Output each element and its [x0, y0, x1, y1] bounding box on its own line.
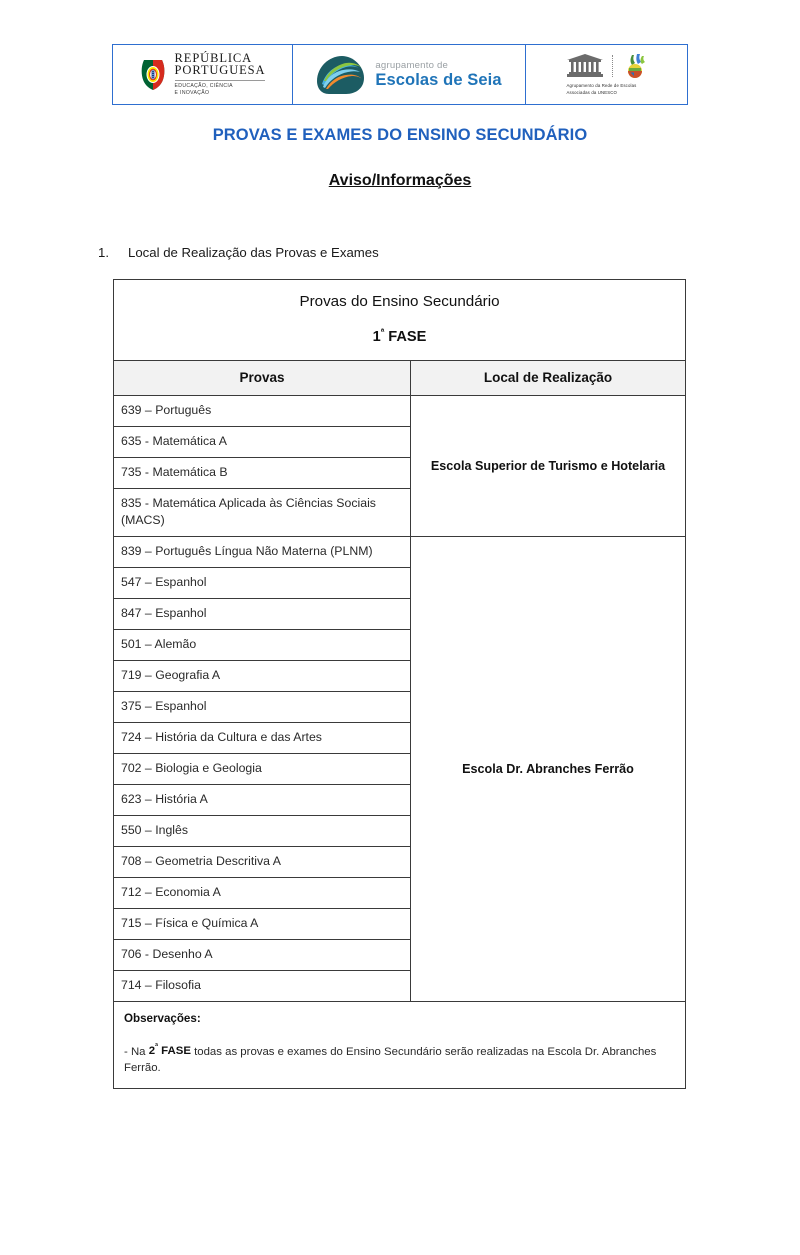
column-header-local: Local de Realização [411, 360, 686, 395]
logo-cell-unesco [526, 45, 687, 104]
republica-line1: REPÚBLICA [174, 50, 253, 65]
logo-cell-escolas-de-seia [293, 45, 526, 104]
prova-cell: 847 – Espanhol [114, 598, 411, 629]
observations-body [124, 1042, 675, 1077]
prova-cell: 623 – História A [114, 784, 411, 815]
republica-subline1: EDUCAÇÃO, CIÊNCIA [174, 83, 233, 90]
table-header-row [114, 360, 686, 395]
page-title: PROVAS E EXAMES DO ENSINO SECUNDÁRIO [212, 126, 588, 144]
table-caption-row [114, 280, 686, 361]
prova-cell: 708 – Geometria Descritiva A [114, 846, 411, 877]
observations-title: Observações: [124, 1011, 201, 1025]
seia-logo-top-text: agrupamento de [375, 59, 449, 71]
prova-cell: 501 – Alemão [114, 629, 411, 660]
seia-logo-bottom-text: Escolas de Seia [375, 70, 502, 89]
republica-divider [175, 80, 266, 81]
prova-cell: 735 - Matemática B [114, 457, 411, 488]
page-subtitle [0, 172, 800, 190]
prova-cell: 839 – Português Língua Não Materna (PLNM) [114, 536, 411, 567]
section-title: Local de Realização das Provas e Exames [128, 245, 379, 260]
prova-cell: 547 – Espanhol [114, 567, 411, 598]
table-caption-line1: Provas do Ensino Secundário [299, 293, 500, 310]
column-header-provas: Provas [114, 360, 411, 395]
unesco-divider [612, 55, 614, 77]
caption-phase-rest: FASE [384, 328, 427, 345]
obs-bold-ordinal: ª [155, 1042, 158, 1052]
republica-subline2: E INOVAÇÃO [174, 90, 210, 97]
header-logo-band [112, 44, 688, 105]
obs-bold-rest: FASE [158, 1045, 191, 1058]
page-subtitle-text: Aviso/Informações [328, 172, 472, 189]
prova-cell: 375 – Espanhol [114, 691, 411, 722]
unesco-temple-icon [565, 53, 605, 79]
escolas-de-seia-logo-icon [316, 55, 368, 95]
portugal-shield-icon [140, 58, 166, 92]
local-cell: Escola Dr. Abranches Ferrão [411, 536, 686, 1001]
table-caption-line2 [120, 327, 679, 345]
prova-cell: 706 - Desenho A [114, 939, 411, 970]
local-cell: Escola Superior de Turismo e Hotelaria [411, 395, 686, 536]
logo-cell-republica-portuguesa [113, 45, 293, 104]
unesco-caption-line1: Agrupamento da Rede de Escolas [566, 83, 637, 89]
prova-cell: 639 – Português [114, 395, 411, 426]
prova-cell: 702 – Biologia e Geologia [114, 753, 411, 784]
observations-cell [114, 1001, 686, 1089]
table-caption-cell [114, 280, 686, 361]
section-number: 1. [98, 245, 109, 260]
prova-cell: 835 - Matemática Aplicada às Ciências Sociais (MACS) [114, 488, 411, 536]
section-heading [98, 245, 698, 260]
unesco-caption-line2: Associadas da UNESCO [566, 89, 618, 95]
prova-cell: 550 – Inglês [114, 815, 411, 846]
caption-phase-ordinal: ª [380, 327, 385, 338]
caption-phase-number: 1 [372, 328, 381, 345]
table-row [114, 395, 686, 426]
obs-text-after: todas as provas e exames do Ensino Secundário serão realizadas na Escola Dr. Abranches Ferrão. [124, 1045, 657, 1074]
prova-cell: 712 – Economia A [114, 877, 411, 908]
prova-cell: 715 – Física e Química A [114, 908, 411, 939]
table-observations-row [114, 1001, 686, 1089]
obs-bold-number: 2 [148, 1045, 156, 1058]
exams-table [113, 279, 686, 1089]
republica-line2: PORTUGUESA [174, 63, 266, 78]
prova-cell: 719 – Geografia A [114, 660, 411, 691]
prova-cell: 635 - Matemática A [114, 426, 411, 457]
prova-cell: 714 – Filosofia [114, 970, 411, 1001]
prova-cell: 724 – História da Cultura e das Artes [114, 722, 411, 753]
obs-text-before: - Na [124, 1045, 149, 1058]
unesco-flame-icon [621, 53, 649, 79]
table-row [114, 536, 686, 567]
